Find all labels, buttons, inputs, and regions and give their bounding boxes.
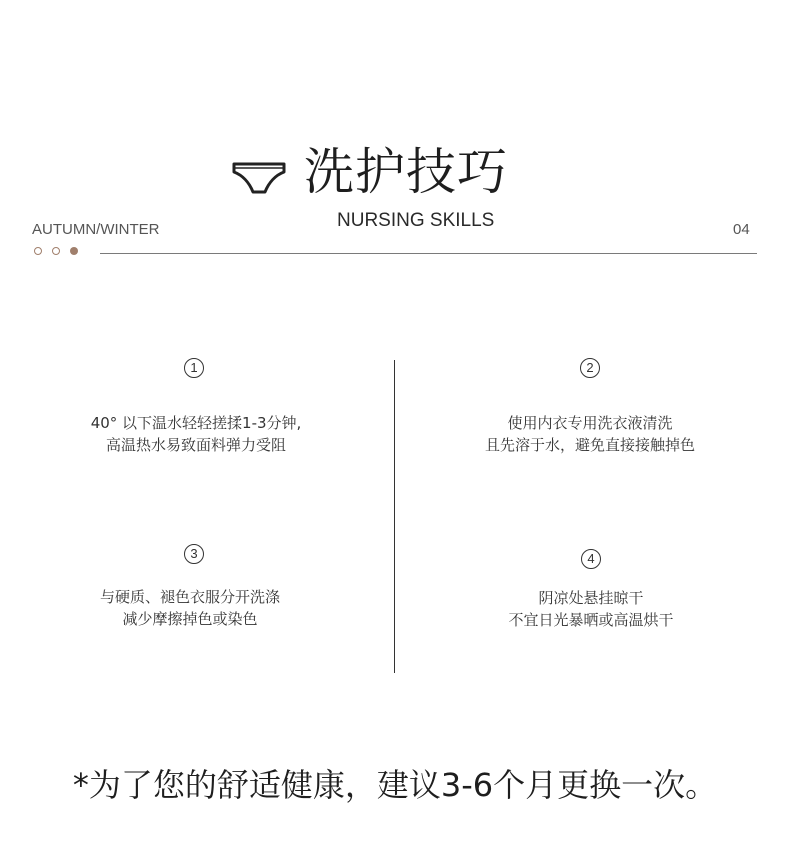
column-divider [394,360,395,673]
tip-line: 阴凉处悬挂晾干 [538,589,644,607]
page-title: 洗护技巧 [304,143,508,201]
pager-dot-1 [34,247,42,255]
header-divider-line [100,253,757,254]
page-subtitle: NURSING SKILLS [337,210,495,231]
tip-line: 减少摩擦掉色或染色 [122,610,258,628]
tip-line: 40° 以下温水轻轻搓揉1-3分钟, [90,414,302,432]
pager-dot-2 [52,247,60,255]
tip-line: 不宜日光暴晒或高温烘干 [508,611,674,629]
tip-number-badge-2: 2 [580,358,600,378]
replacement-advice-note: *为了您的舒适健康，建议3-6个月更换一次。 [72,766,718,804]
tip-text-2 [440,412,740,456]
tip-text-1 [46,412,346,456]
briefs-icon [232,160,286,196]
tip-text-4 [441,587,741,631]
season-label: AUTUMN/WINTER [32,221,160,238]
tip-number-badge-4: 4 [581,549,601,569]
tip-line: 使用内衣专用洗衣液清洗 [507,414,673,432]
tip-text-3 [40,586,340,630]
tip-number-badge-1: 1 [184,358,204,378]
tip-line: 高温热水易致面料弹力受阻 [105,436,286,454]
tip-line: 与硬质、褪色衣服分开洗涤 [99,588,280,606]
page-number: 04 [733,221,750,238]
tip-line: 且先溶于水，避免直接接触掉色 [484,436,695,454]
pager-dot-3-active [70,247,78,255]
tip-number-badge-3: 3 [184,544,204,564]
